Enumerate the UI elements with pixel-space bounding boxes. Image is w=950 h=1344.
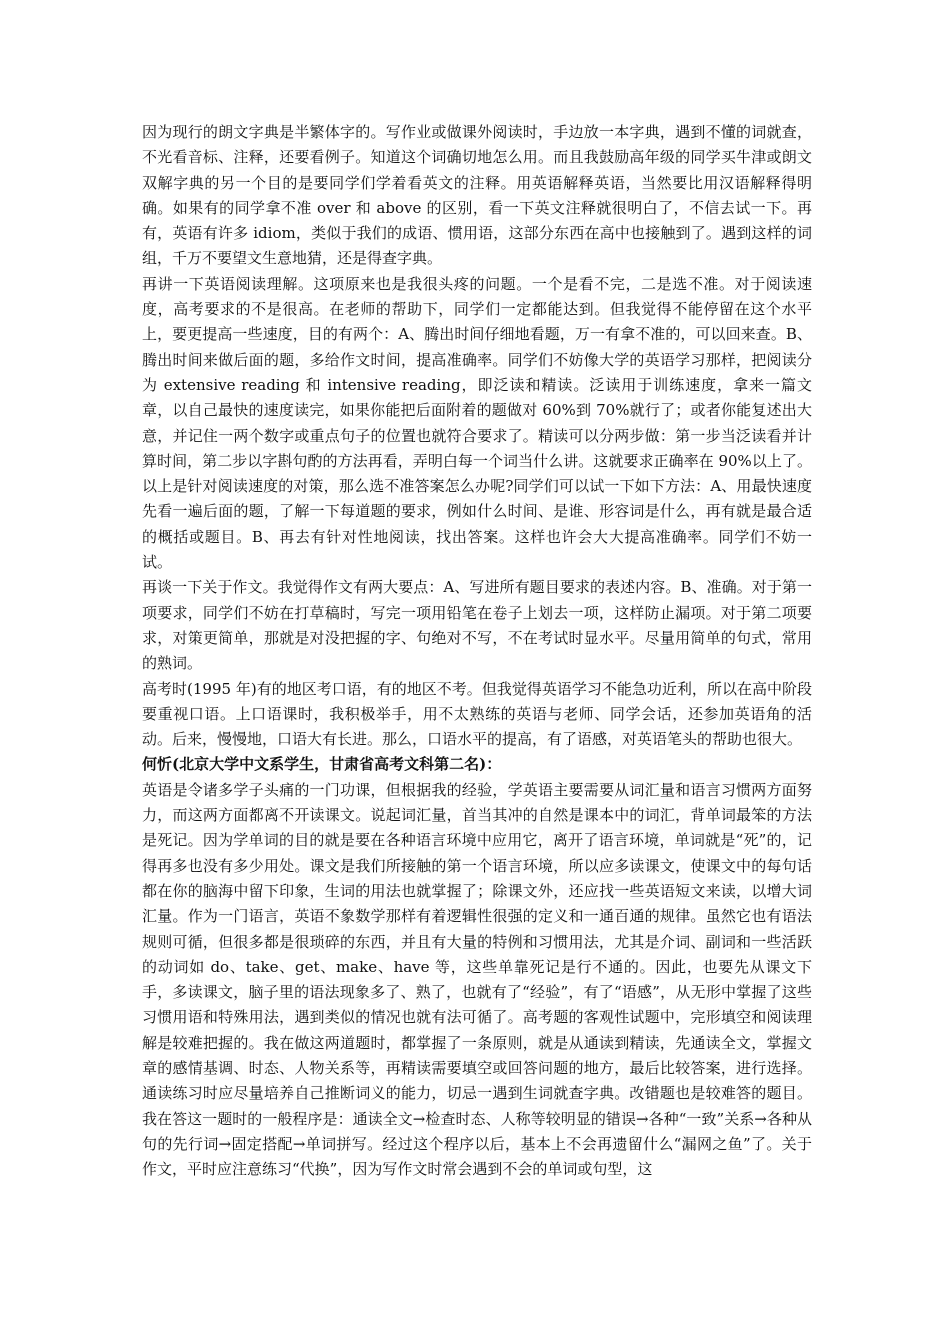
paragraph-oral: 高考时(1995 年)有的地区考口语，有的地区不考。但我觉得英语学习不能急功近利，所以在高中阶段要重视口语。上口语课时，我积极举手，用不太熟练的英语与老师、同学会话，还参加英语角的活动。后来，慢慢地，口语大有长进。那么，口语水平的提高，有了语感，对英语笔头的帮助也很大。	[142, 679, 812, 749]
paragraph-dictionary: 因为现行的朗文字典是半繁体字的。写作业或做课外阅读时，手边放一本字典，遇到不懂的词就查，不光看音标、注释，还要看例子。知道这个词确切地怎么用。而且我鼓励高年级的同学买牛津或朗文双解字典的另一个目的是要同学们学着看英文的注释。用英语解释英语，当然要比用汉语解释得明确。如果有的同学拿不准 over 和 above 的区别，看一下英文注释就很明白了，不信去试一下。再有，英语有许多 idiom，类似于我们的成语、惯用语，这部分东西在高中也接触到了。遇到这样的词组，千万不要望文生意地猜，还是得查字典。	[142, 123, 812, 268]
paragraph-reading: 再讲一下英语阅读理解。这项原来也是我很头疼的问题。一个是看不完，二是选不准。对于阅读速度，高考要求的不是很高。在老师的帮助下，同学们一定都能达到。但我觉得不能停留在这个水平上，要更提高一些速度，目的有两个：A、腾出时间仔细地看题，万一有拿不准的，可以回来查。B、腾出时间来做后面的题，多给作文时间，提高准确率。同学们不妨像大学的英语学习那样，把阅读分为 extensive reading 和 intensive reading，即泛读和精读。泛读用于训练速度，拿来一篇文章，以自己最快的速度读完，如果你能把后面附着的题做对 60%到 70%就行了；或者你能复述出大意，并记住一两个数字或重点句子的位置也就符合要求了。精读可以分两步做：第一步当泛读看并计算时间，第二步以字斟句酌的方法再看，弄明白每一个词当什么讲。这就要求正确率在 90%以上了。以上是针对阅读速度的对策，那么选不准答案怎么办呢?同学们可以试一下如下方法：A、用最快速度先看一遍后面的题，了解一下每道题的要求，例如什么时间、是谁、形容词是什么，再有就是最合适的概括或题目。B、再去有针对性地阅读，找出答案。这样也许会大大提高准确率。同学们不妨一试。	[142, 274, 812, 572]
paragraph-composition: 再谈一下关于作文。我觉得作文有两大要点：A、写进所有题目要求的表述内容。B、准确。对于第一项要求，同学们不妨在打草稿时，写完一项用铅笔在卷子上划去一项，这样防止漏项。对于第二项要求，对策更简单，那就是对没把握的字、句绝对不写，不在考试时显水平。尽量用简单的句式，常用的熟词。	[142, 578, 812, 673]
section-heading: 何忻(北京大学中文系学生，甘肃省高考文科第二名)：	[142, 755, 502, 774]
paragraph-experience: 英语是令诸多学子头痛的一门功课，但根据我的经验，学英语主要需要从词汇量和语言习惯两方面努力，而这两方面都离不开读课文。说起词汇量，首当其冲的自然是课本中的词汇，背单词最笨的方法是死记。因为学单词的目的就是要在各种语言环境中应用它，离开了语言环境，单词就是“死”的，记得再多也没有多少用处。课文是我们所接触的第一个语言环境，所以应多读课文，使课文中的每句话都在你的脑海中留下印象，生词的用法也就掌握了；除课文外，还应找一些英语短文来读，以增大词汇量。作为一门语言，英语不象数学那样有着逻辑性很强的定义和一通百通的规律。虽然它也有语法规则可循，但很多都是很琐碎的东西，并且有大量的特例和习惯用法，尤其是介词、副词和一些活跃的动词如 do、take、get、make、have 等，这些单靠死记是行不通的。因此，也要先从课文下手，多读课文，脑子里的语法现象多了、熟了，也就有了“经验”，有了“语感”，从无形中掌握了这些习惯用语和特殊用法，遇到类似的情况也就有法可循了。高考题的客观性试题中，完形填空和阅读理解是较难把握的。我在做这两道题时，都掌握了一条原则，就是从通读到精读，先通读全文，掌握文章的感情基调、时态、人物关系等，再精读需要填空或回答问题的地方，最后比较答案，进行选择。通读练习时应尽量培养自己推断词义的能力，切忌一遇到生词就查字典。改错题也是较难答的题目。我在答这一题时的一般程序是：通读全文→检查时态、人称等较明显的错误→各种“一致”关系→各种从句的先行词→固定搭配→单词拼写。经过这个程序以后，基本上不会再遗留什么“漏网之鱼”了。关于作文，平时应注意练习“代换”，因为写作文时常会遇到不会的单词或句型，这	[142, 780, 812, 1179]
document-body	[142, 120, 812, 1182]
